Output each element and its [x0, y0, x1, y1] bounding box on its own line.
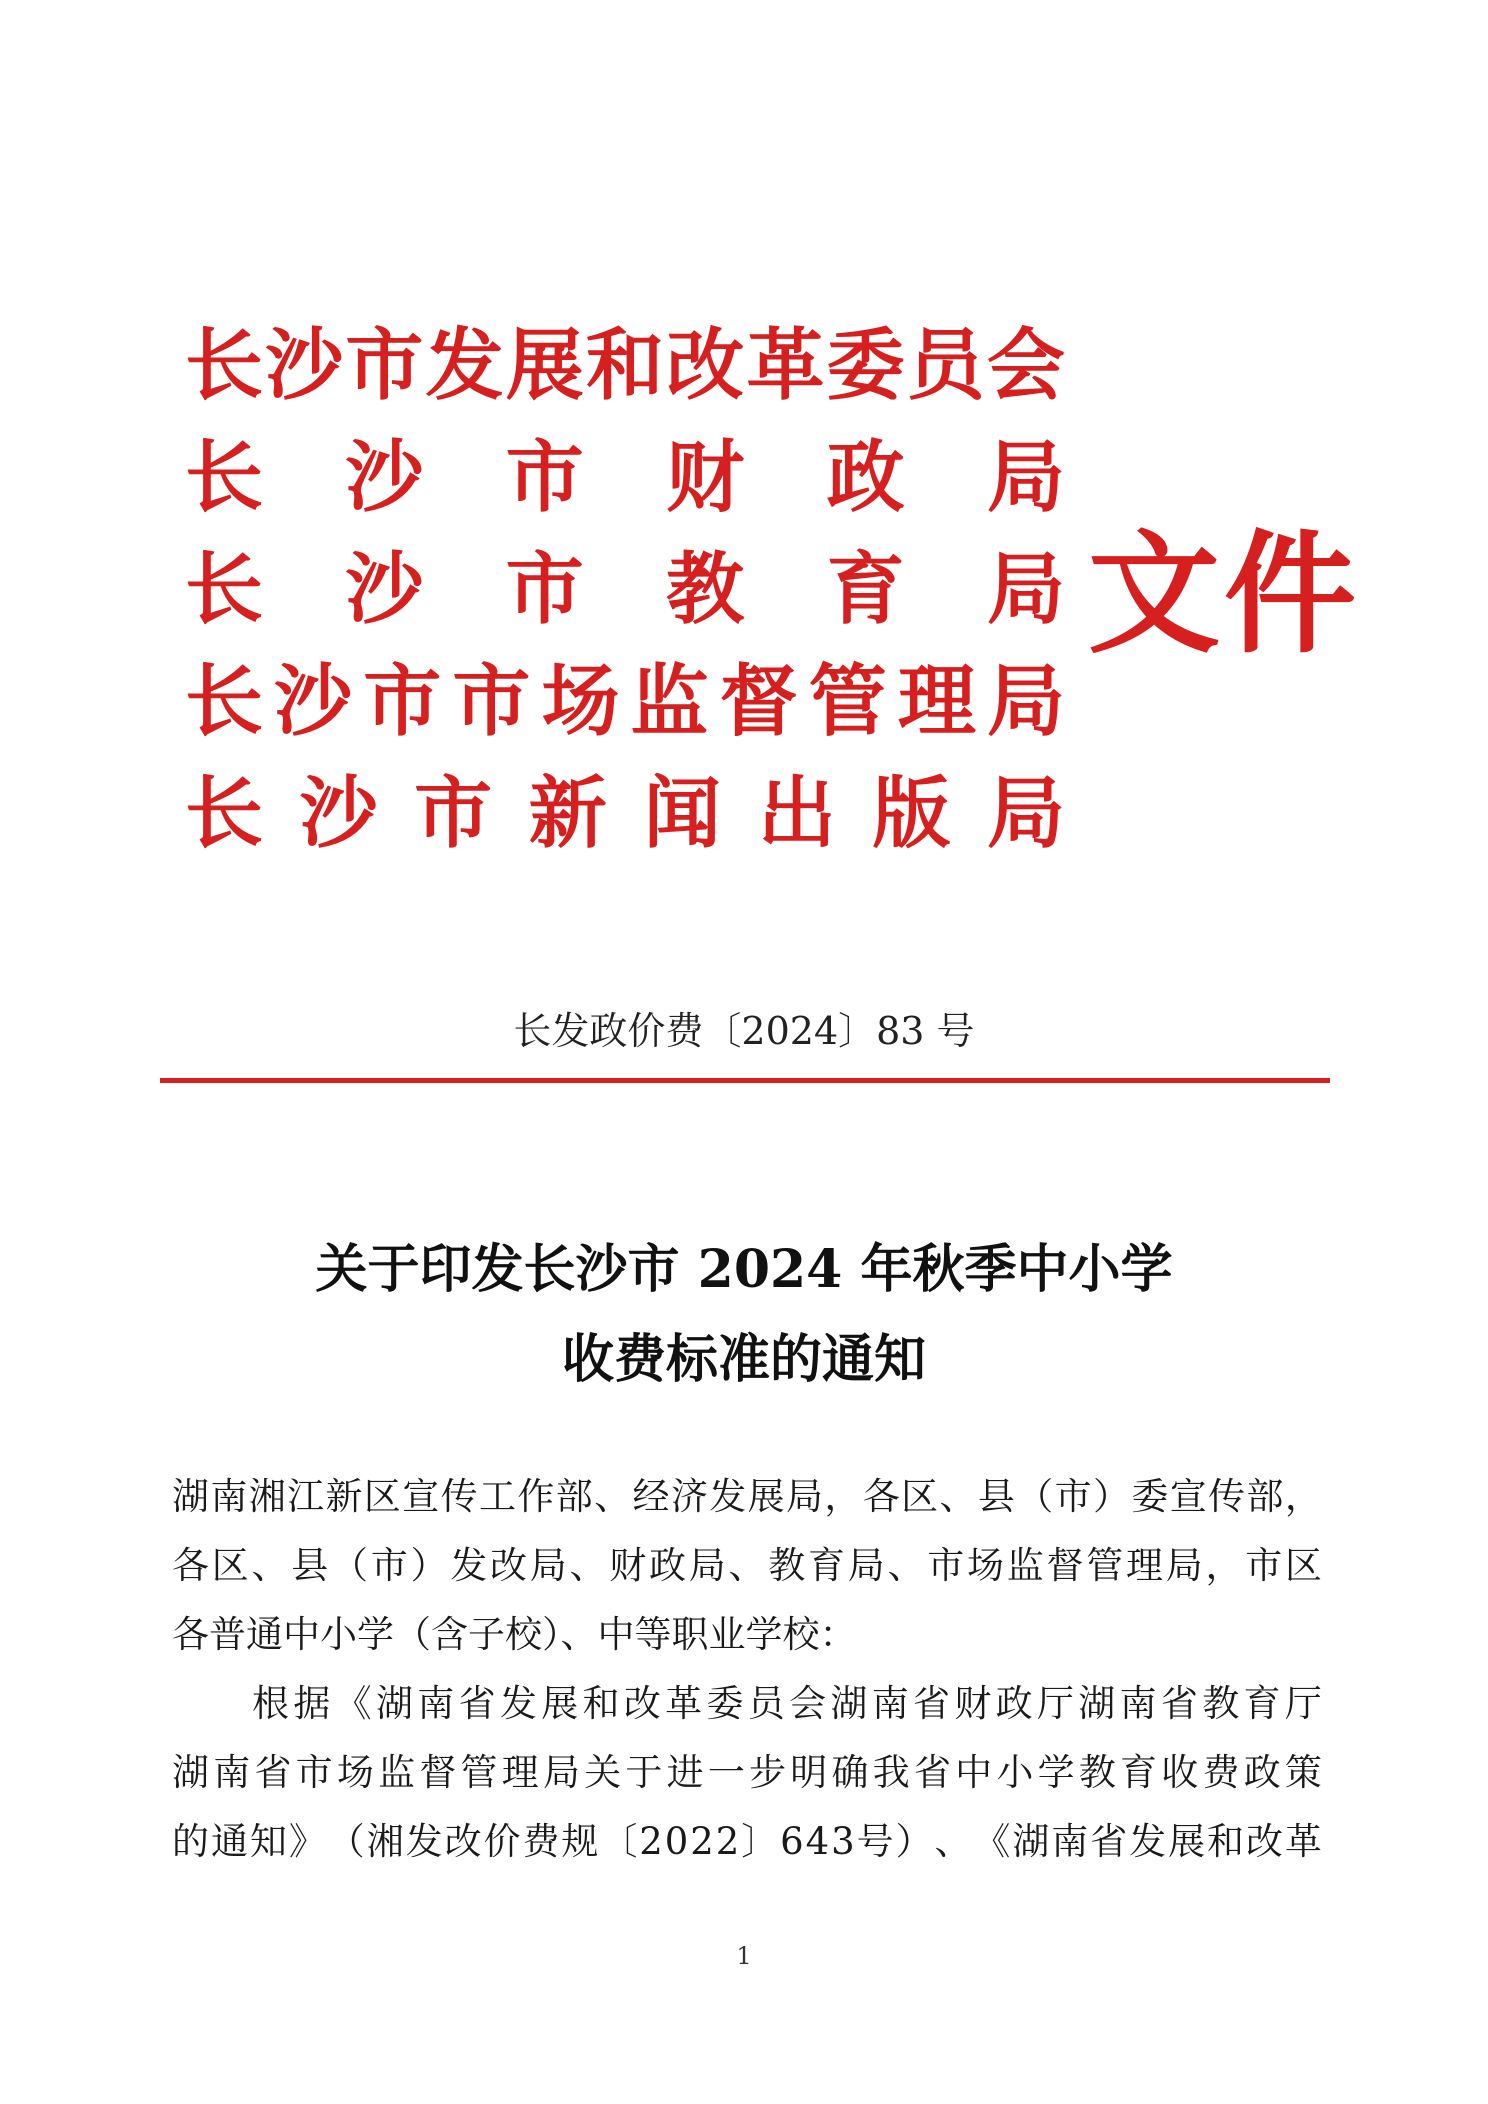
glyph: 湖: [830, 1682, 868, 1725]
glyph: 委: [826, 320, 905, 411]
glyph: 济: [670, 1475, 708, 1518]
glyph: 市: [414, 768, 493, 859]
glyph: 督: [419, 1751, 457, 1794]
red-divider: [160, 1078, 1330, 1083]
glyph: 出: [757, 768, 836, 859]
glyph: 策: [1284, 1751, 1322, 1794]
glyph: 和: [1207, 1820, 1245, 1863]
glyph: 、: [939, 1475, 977, 1518]
glyph: 展: [505, 320, 584, 411]
glyph: 闻: [643, 768, 722, 859]
glyph: 南: [210, 1475, 248, 1518]
glyph: 湖: [172, 1475, 209, 1518]
glyph: ，: [1205, 1544, 1243, 1587]
glyph: 号: [856, 1820, 894, 1863]
glyph: 南: [213, 1751, 251, 1794]
glyph: 传: [440, 1475, 478, 1518]
glyph: 局: [986, 544, 1065, 635]
glyph: 委: [706, 1682, 744, 1725]
glyph: 展: [541, 1682, 579, 1725]
paragraph-line: [172, 1807, 1322, 1876]
issuer-line: [185, 542, 1065, 638]
glyph: 长: [185, 768, 264, 859]
glyph: 市: [505, 544, 584, 635]
glyph: 区: [211, 1544, 249, 1587]
glyph: 政: [649, 1544, 686, 1587]
glyph: 革: [1284, 1820, 1322, 1863]
glyph: 局: [847, 1544, 885, 1587]
glyph: 0: [664, 1820, 689, 1863]
glyph: 局: [786, 1475, 823, 1518]
issuer-line: [185, 766, 1065, 862]
glyph: 〔: [600, 1820, 638, 1863]
document-title: [0, 1225, 1488, 1405]
glyph: 改: [1245, 1820, 1283, 1863]
glyph: 监: [630, 656, 709, 747]
glyph: 政: [1243, 1751, 1281, 1794]
glyph: 育: [808, 1544, 845, 1587]
glyph: 传: [1208, 1475, 1246, 1518]
title-line: 关于印发长沙市 2024 年秋季中小学: [315, 1239, 1173, 1300]
glyph: ）: [1093, 1475, 1130, 1518]
glyph: 长: [185, 656, 264, 747]
glyph: 南: [417, 1682, 455, 1725]
glyph: 省: [1090, 1820, 1128, 1863]
glyph: 革: [665, 1682, 703, 1725]
glyph: 新: [325, 1475, 363, 1518]
recipients-line: 各普通中小学（含子校）、中等职业学校：: [172, 1613, 857, 1656]
glyph: 各: [862, 1475, 900, 1518]
letterhead-suffix: 文件: [1088, 517, 1360, 672]
glyph: 教: [1078, 1751, 1116, 1794]
glyph: 规: [561, 1820, 599, 1863]
glyph: 宣: [1169, 1475, 1207, 1518]
glyph: 宣: [402, 1475, 440, 1518]
glyph: 区: [363, 1475, 401, 1518]
glyph: 南: [871, 1682, 909, 1725]
glyph: 和: [585, 320, 664, 411]
issuer-line: [185, 654, 1065, 750]
glyph: 市: [370, 1544, 408, 1587]
glyph: （: [331, 1544, 368, 1587]
glyph: 市: [452, 656, 531, 747]
glyph: 县: [291, 1544, 329, 1587]
glyph: 市: [363, 656, 442, 747]
glyph: 小: [996, 1751, 1034, 1794]
glyph: 长: [185, 320, 264, 411]
glyph: 、: [569, 1544, 607, 1587]
glyph: 管: [1086, 1544, 1124, 1587]
glyph: 场: [967, 1544, 1004, 1587]
glyph: 各: [172, 1544, 209, 1587]
glyph: 4: [805, 1820, 830, 1863]
glyph: 2: [639, 1820, 663, 1863]
glyph: 部: [1246, 1475, 1284, 1518]
glyph: 部: [555, 1475, 593, 1518]
glyph: 局: [542, 1751, 580, 1794]
glyph: 据: [293, 1682, 331, 1725]
glyph: 沙: [274, 656, 353, 747]
glyph: 《: [973, 1820, 1011, 1863]
glyph: 财: [666, 432, 745, 523]
glyph: 的: [172, 1820, 209, 1863]
glyph: 〕: [741, 1820, 779, 1863]
document-number: 长发政价费〔2024〕83 号: [513, 1009, 975, 1053]
glyph: 6: [780, 1820, 804, 1863]
glyph: 理: [1126, 1544, 1163, 1587]
title-line: 收费标准的通知: [561, 1329, 926, 1390]
glyph: ）: [410, 1544, 448, 1587]
glyph: 员: [906, 320, 985, 411]
glyph: 监: [1006, 1544, 1044, 1587]
glyph: 2: [690, 1820, 714, 1863]
glyph: 县: [977, 1475, 1015, 1518]
glyph: 场: [541, 656, 620, 747]
glyph: 湘: [248, 1475, 286, 1518]
glyph: 沙: [345, 432, 424, 523]
glyph: 育: [1120, 1751, 1158, 1794]
glyph: 》: [288, 1820, 326, 1863]
glyph: 作: [517, 1475, 555, 1518]
glyph: 会: [986, 320, 1065, 411]
page-number: 1: [736, 1942, 752, 1970]
glyph: 市: [1054, 1475, 1092, 1518]
glyph: 南: [1119, 1682, 1157, 1725]
glyph: 工: [479, 1475, 516, 1518]
paragraph-line: [172, 1669, 1322, 1738]
glyph: 理: [897, 656, 976, 747]
recipients-line: [172, 1462, 1322, 1531]
glyph: 革: [746, 320, 825, 411]
glyph: 省: [254, 1751, 292, 1794]
glyph: 发: [709, 1475, 747, 1518]
glyph: 委: [1131, 1475, 1169, 1518]
glyph: 市: [295, 1751, 333, 1794]
glyph: 省: [913, 1751, 951, 1794]
glyph: 、: [728, 1544, 766, 1587]
glyph: 会: [789, 1682, 827, 1725]
glyph: 费: [522, 1820, 560, 1863]
glyph: 政: [995, 1682, 1033, 1725]
glyph: 监: [378, 1751, 416, 1794]
glyph: 沙: [265, 320, 344, 411]
glyph: 收: [1161, 1751, 1199, 1794]
glyph: 管: [808, 656, 887, 747]
glyph: 财: [609, 1544, 647, 1587]
glyph: 省: [913, 1682, 950, 1725]
glyph: 关: [584, 1751, 622, 1794]
glyph: 市: [1245, 1544, 1283, 1587]
glyph: 改: [623, 1682, 661, 1725]
glyph: 中: [955, 1751, 993, 1794]
glyph: 发: [1129, 1820, 1167, 1863]
glyph: 湖: [1012, 1820, 1050, 1863]
glyph: 育: [826, 544, 905, 635]
glyph: 局: [986, 432, 1065, 523]
glyph: 湖: [172, 1751, 209, 1794]
glyph: 区: [1285, 1544, 1322, 1587]
glyph: 新: [528, 768, 607, 859]
glyph: 费: [1202, 1751, 1240, 1794]
glyph: 湖: [1078, 1682, 1116, 1725]
glyph: 明: [790, 1751, 828, 1794]
glyph: 湘: [366, 1820, 404, 1863]
glyph: 局: [986, 768, 1065, 859]
glyph: 、: [934, 1820, 972, 1863]
glyph: 南: [1051, 1820, 1089, 1863]
issuer-line: [185, 430, 1065, 526]
glyph: 沙: [299, 768, 378, 859]
glyph: 教: [768, 1544, 806, 1587]
body-text: [172, 1462, 1322, 1876]
glyph: （: [1016, 1475, 1054, 1518]
glyph: 我: [872, 1751, 910, 1794]
glyph: 展: [1168, 1820, 1206, 1863]
glyph: 发: [425, 320, 504, 411]
glyph: 进: [666, 1751, 704, 1794]
glyph: 场: [336, 1751, 374, 1794]
paragraph-line: [172, 1738, 1322, 1807]
glyph: 改: [666, 320, 745, 411]
glyph: 确: [831, 1751, 869, 1794]
glyph: 市: [927, 1544, 965, 1587]
glyph: ，: [824, 1475, 862, 1518]
glyph: 教: [1202, 1682, 1240, 1725]
glyph: ）: [895, 1820, 933, 1863]
glyph: （: [327, 1820, 365, 1863]
glyph: 市: [345, 320, 424, 411]
glyph: 育: [1243, 1682, 1281, 1725]
glyph: 知: [249, 1820, 287, 1863]
glyph: 发: [450, 1544, 488, 1587]
glyph: 局: [529, 1544, 567, 1587]
glyph: 、: [251, 1544, 289, 1587]
glyph: 学: [1037, 1751, 1075, 1794]
glyph: 厅: [1284, 1682, 1322, 1725]
glyph: 局: [986, 656, 1065, 747]
glyph: 督: [719, 656, 798, 747]
glyph: 省: [1160, 1682, 1198, 1725]
glyph: 展: [747, 1475, 785, 1518]
glyph: 局: [688, 1544, 726, 1587]
glyph: 改: [444, 1820, 482, 1863]
glyph: 2: [715, 1820, 740, 1863]
recipients-line: [172, 1531, 1322, 1600]
glyph: 通: [210, 1820, 248, 1863]
glyph: 、: [887, 1544, 925, 1587]
glyph: 管: [460, 1751, 498, 1794]
glyph: 3: [831, 1820, 855, 1863]
glyph: 财: [954, 1682, 992, 1725]
glyph: 根: [252, 1682, 289, 1725]
glyph: 一: [707, 1751, 745, 1794]
glyph: 发: [499, 1682, 537, 1725]
glyph: 员: [747, 1682, 785, 1725]
glyph: 市: [505, 432, 584, 523]
glyph: 沙: [345, 544, 424, 635]
glyph: 步: [749, 1751, 787, 1794]
glyph: 江: [287, 1475, 325, 1518]
glyph: 和: [582, 1682, 620, 1725]
glyph: ，: [1284, 1475, 1322, 1518]
glyph: 发: [405, 1820, 443, 1863]
glyph: 区: [901, 1475, 939, 1518]
glyph: 长: [185, 544, 264, 635]
glyph: 政: [826, 432, 905, 523]
glyph: 理: [501, 1751, 539, 1794]
glyph: 省: [458, 1682, 496, 1725]
glyph: 价: [483, 1820, 521, 1863]
glyph: 长: [185, 432, 264, 523]
glyph: 教: [666, 544, 745, 635]
glyph: 局: [1165, 1544, 1203, 1587]
glyph: 、: [594, 1475, 632, 1518]
glyph: 改: [490, 1544, 527, 1587]
glyph: 《: [334, 1682, 372, 1725]
issuer-line: [185, 318, 1065, 414]
glyph: 厅: [1036, 1682, 1074, 1725]
glyph: 于: [625, 1751, 663, 1794]
glyph: 版: [872, 768, 951, 859]
glyph: 经: [632, 1475, 670, 1518]
glyph: 督: [1046, 1544, 1084, 1587]
glyph: 湖: [375, 1682, 413, 1725]
